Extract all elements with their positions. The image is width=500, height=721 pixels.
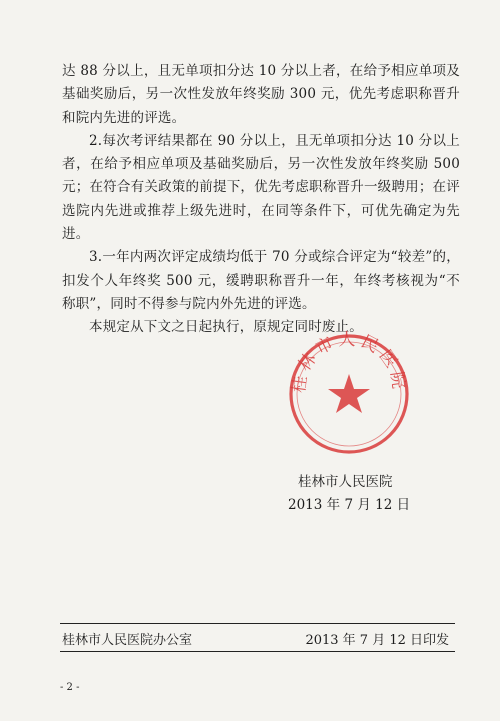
signing-date: 2013 年 7 月 12 日 bbox=[288, 497, 411, 513]
signing-organization: 桂林市人民医院 bbox=[298, 474, 393, 490]
signature-block bbox=[288, 471, 410, 517]
issuing-office: 桂林市人民医院办公室 bbox=[62, 633, 193, 648]
page-number: - 2 - bbox=[60, 682, 80, 693]
footer-top-rule bbox=[60, 623, 455, 624]
document-body bbox=[62, 60, 460, 340]
paragraph-1-continuation: 达 88 分以上，且无单项扣分达 10 分以上者，在给予相应单项及基础奖励后，另一次性发放年终奖励 300 元，优先考虑职称晋升和院内先进的评选。 bbox=[62, 63, 460, 126]
svg-text:桂林市人民医院: 桂林市人民医院 bbox=[289, 330, 409, 395]
official-seal-stamp bbox=[285, 330, 413, 458]
issuance-footer bbox=[60, 629, 455, 651]
print-date: 2013 年 7 月 12 日印发 bbox=[305, 633, 449, 648]
paragraph-3: 3.一年内两次评定成绩均低于 70 分或综合评定为“较差”的，扣发个人年终奖 500 元，缓聘职称晋升一年，年终考核视为“不称职”，同时不得参与院内外先进的评选。 bbox=[62, 249, 460, 312]
paragraph-2: 2.每次考评结果都在 90 分以上，且无单项扣分达 10 分以上者，在给予相应单项及基础奖励后，另一次性发放年终奖励 500 元；在符合有关政策的前提下，优先考虑职称晋升一级聘用；在评选院内先进或推荐上级先进时，在同等条件下，可优先确定为先进。 bbox=[62, 132, 460, 243]
paragraph-effective-date: 本规定从下文之日起执行，原规定同时废止。 bbox=[89, 319, 363, 336]
footer-bottom-rule bbox=[60, 651, 455, 652]
